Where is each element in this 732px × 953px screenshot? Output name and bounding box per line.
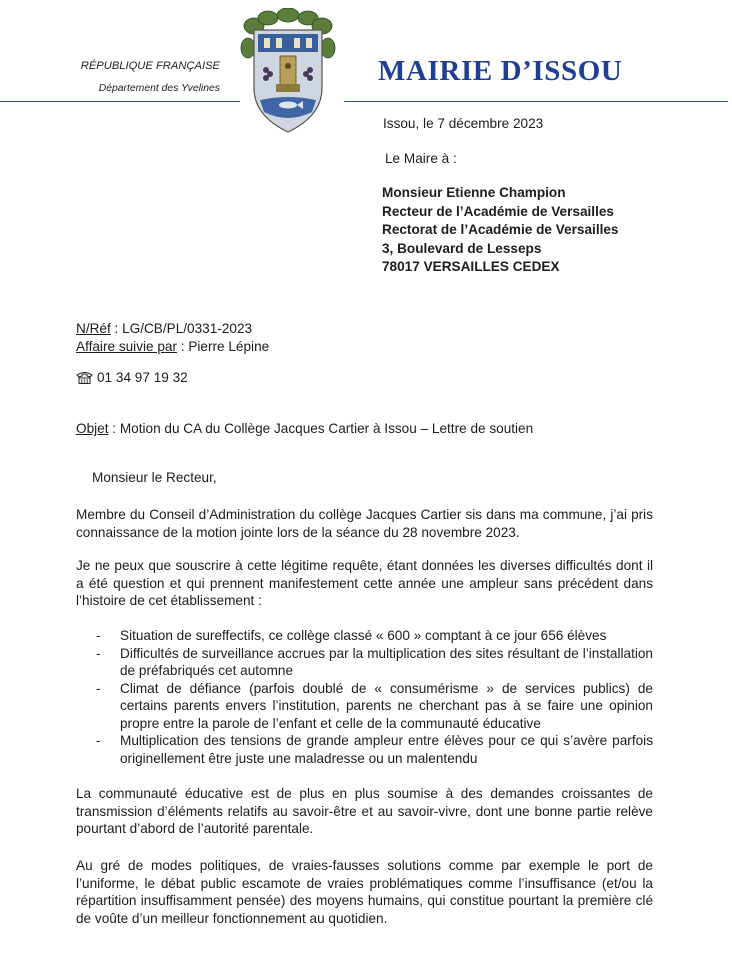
bullet-dash: - bbox=[96, 645, 101, 661]
body-paragraph: Membre du Conseil d’Administration du collège Jacques Cartier sis dans ma commune, j’ai pris connaissance de la motion jointe lors de la séance du 28 novembre 2023. bbox=[76, 507, 653, 540]
recipient-line: 3, Boulevard de Lesseps bbox=[382, 240, 542, 256]
list-item-text: Multiplication des tensions de grande ampleur entre élèves pour ce qui s’avère parfois originellement être juste une maladresse ou un malentendu bbox=[120, 733, 653, 766]
telephone-icon bbox=[76, 371, 93, 387]
mairie-title: MAIRIE D’ISSOU bbox=[378, 55, 623, 87]
recipient-line: 78017 VERSAILLES CEDEX bbox=[382, 259, 560, 275]
reference-label: N/Réf bbox=[76, 321, 111, 336]
list-item-text: Difficultés de surveillance accrues par la multiplication des sites résultant de l’installation de préfabriqués cet automne bbox=[120, 645, 653, 678]
letter-date: Issou, le 7 décembre 2023 bbox=[383, 116, 544, 131]
header-rule-left bbox=[0, 101, 240, 102]
list-item-text: Climat de défiance (parfois doublé de « consumérisme » de services publics) de certains parents envers l’institution, parents ne cherchant pas à se faire une opinion propre entre la parole de l’enfant et celle de la communauté éducative bbox=[120, 680, 653, 731]
body-paragraph: La communauté éducative est de plus en plus soumise à des demandes croissantes de transmission d’éléments relatifs au savoir-être et au savoir-vivre, dont une bonne partie relève pourtant d’abord de l’autorité parentale. bbox=[76, 786, 653, 836]
list-item-text: Situation de sureffectifs, ce collège classé « 600 » comptant à ce jour 656 élèves bbox=[120, 628, 607, 643]
phone-line bbox=[76, 370, 188, 387]
reference-line bbox=[76, 320, 269, 338]
sender-line: Le Maire à : bbox=[385, 151, 457, 166]
list-item bbox=[96, 732, 653, 767]
body-paragraph: Au gré de modes politiques, de vraies-fausses solutions comme par exemple le port de l’uniforme, le débat public escamote de vraies problématiques comme l’insuffisance (et/ou la répartition insuffisamment pensée) des moyens humains, qui constitue pourtant la première clé de voûte d’un meilleur fonctionnement au quotidien. bbox=[76, 858, 653, 926]
header-rule-right bbox=[344, 101, 728, 102]
list-item bbox=[96, 627, 653, 645]
recipient-address bbox=[382, 184, 619, 277]
bullet-dash: - bbox=[96, 680, 101, 696]
recipient-line: Rectorat de l’Académie de Versailles bbox=[382, 222, 619, 238]
department-label: Département des Yvelines bbox=[98, 83, 220, 94]
salutation: Monsieur le Recteur, bbox=[92, 470, 217, 485]
reference-block bbox=[76, 320, 269, 356]
list-item bbox=[96, 645, 653, 680]
followed-by-label: Affaire suivie par bbox=[76, 339, 177, 354]
coat-of-arms-icon bbox=[240, 8, 336, 136]
reference-value: : LG/CB/PL/0331-2023 bbox=[110, 321, 253, 336]
bullet-dash: - bbox=[96, 628, 101, 643]
recipient-line: Recteur de l’Académie de Versailles bbox=[382, 203, 614, 219]
difficulties-list bbox=[96, 627, 653, 767]
phone-number: 01 34 97 19 32 bbox=[97, 370, 188, 385]
followed-by-value: : Pierre Lépine bbox=[177, 339, 270, 354]
body-paragraph: Je ne peux que souscrire à cette légitime requête, étant données les diverses difficultés dont il a été question et qui prennent manifestement cette année une ampleur sans précédent dans l’histoire de cet établissement : bbox=[76, 558, 653, 608]
object-label: Objet bbox=[76, 421, 109, 436]
object-line bbox=[76, 421, 533, 436]
republic-label: RÉPUBLIQUE FRANÇAISE bbox=[80, 60, 220, 72]
followed-by-line bbox=[76, 338, 269, 356]
recipient-line: Monsieur Etienne Champion bbox=[382, 185, 566, 200]
bullet-dash: - bbox=[96, 733, 101, 748]
list-item bbox=[96, 680, 653, 733]
object-value: : Motion du CA du Collège Jacques Cartier à Issou – Lettre de soutien bbox=[108, 421, 534, 436]
